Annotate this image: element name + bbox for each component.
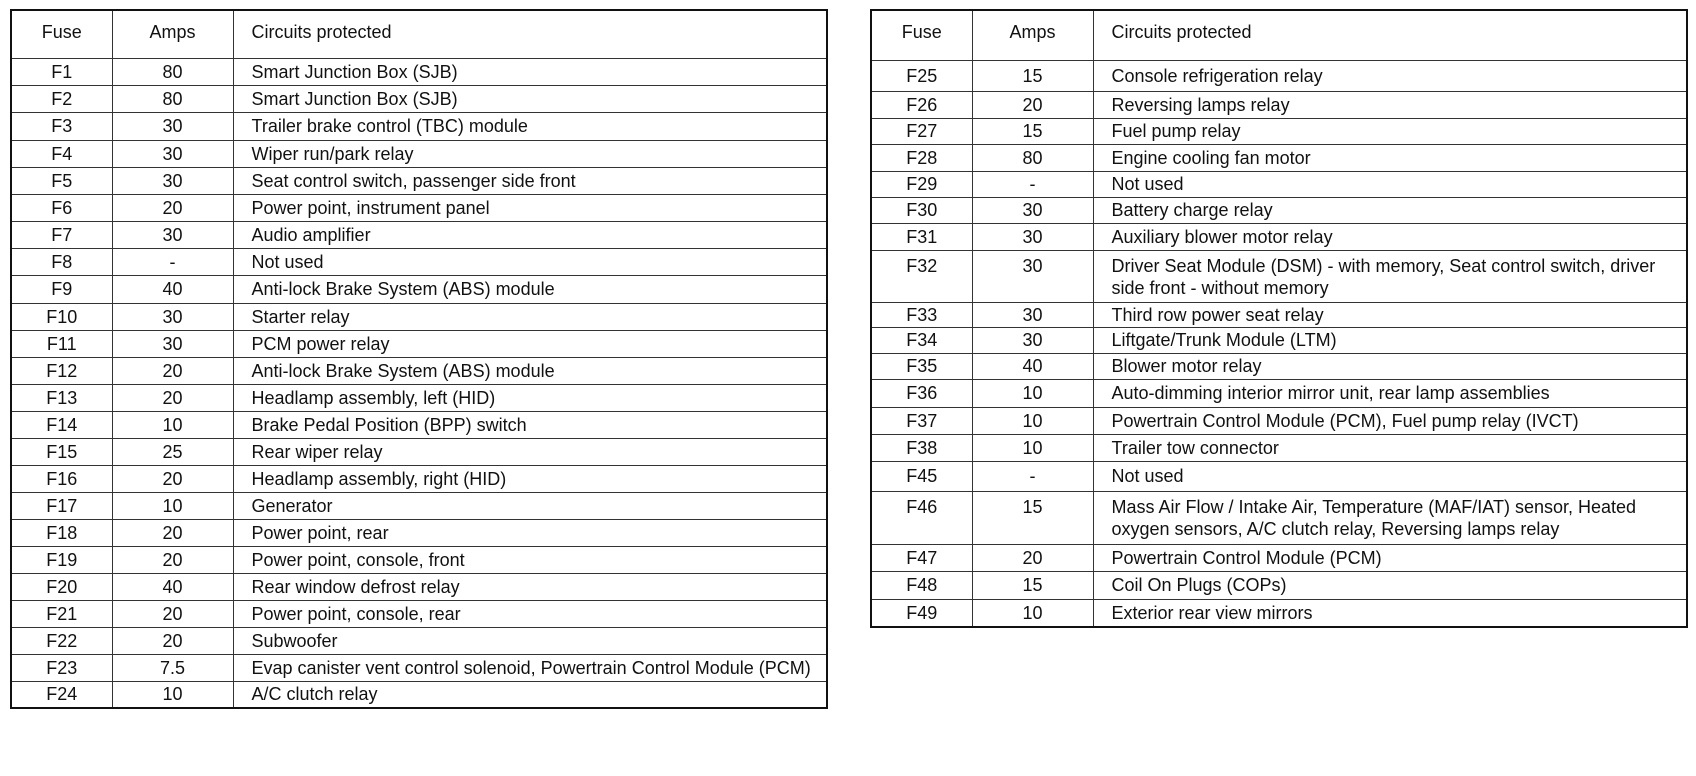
fuse-number: F15 xyxy=(11,438,112,465)
header-row xyxy=(871,10,1687,60)
fuse-number: F22 xyxy=(11,627,112,654)
fuse-number: F21 xyxy=(11,600,112,627)
circuit-description: Wiper run/park relay xyxy=(233,140,827,167)
amperage: 30 xyxy=(112,167,233,194)
table-row xyxy=(871,197,1687,223)
amperage: 40 xyxy=(112,275,233,303)
circuit-description: Seat control switch, passenger side front xyxy=(233,167,827,194)
amperage: - xyxy=(112,248,233,275)
table-row xyxy=(11,248,827,275)
table-row xyxy=(11,167,827,194)
circuit-description: Subwoofer xyxy=(233,627,827,654)
table-row xyxy=(11,465,827,492)
amperage: 10 xyxy=(112,492,233,519)
circuit-description: Coil On Plugs (COPs) xyxy=(1093,571,1687,599)
table-row xyxy=(11,194,827,221)
table-row xyxy=(871,491,1687,544)
fuse-number: F24 xyxy=(11,681,112,708)
table-row xyxy=(871,91,1687,118)
table-row xyxy=(11,438,827,465)
circuit-description: Brake Pedal Position (BPP) switch xyxy=(233,411,827,438)
circuits-column-header: Circuits protected xyxy=(1093,10,1687,60)
table-row xyxy=(11,492,827,519)
circuit-description: Headlamp assembly, left (HID) xyxy=(233,384,827,411)
table-row xyxy=(871,60,1687,91)
table-row xyxy=(871,302,1687,327)
table-row xyxy=(871,250,1687,302)
fuse-table-left xyxy=(10,9,828,709)
circuit-description: Fuel pump relay xyxy=(1093,118,1687,144)
amperage: 20 xyxy=(112,465,233,492)
fuse-number: F31 xyxy=(871,223,972,250)
fuse-number: F6 xyxy=(11,194,112,221)
fuse-number: F2 xyxy=(11,85,112,112)
circuit-description: Rear window defrost relay xyxy=(233,573,827,600)
fuse-number: F46 xyxy=(871,491,972,544)
circuits-column-header: Circuits protected xyxy=(233,10,827,58)
circuit-description: Console refrigeration relay xyxy=(1093,60,1687,91)
amperage: 10 xyxy=(972,407,1093,434)
table-row xyxy=(11,357,827,384)
amperage: 20 xyxy=(112,600,233,627)
fuse-column-header: Fuse xyxy=(11,10,112,58)
amperage: 20 xyxy=(972,91,1093,118)
table-row xyxy=(11,85,827,112)
fuse-number: F1 xyxy=(11,58,112,85)
amperage: 40 xyxy=(112,573,233,600)
fuse-number: F32 xyxy=(871,250,972,302)
amperage: 80 xyxy=(112,85,233,112)
amperage: 10 xyxy=(972,434,1093,461)
circuit-description: Third row power seat relay xyxy=(1093,302,1687,327)
circuit-description: Not used xyxy=(1093,461,1687,491)
circuit-description: Not used xyxy=(1093,171,1687,197)
fuse-number: F25 xyxy=(871,60,972,91)
fuse-number: F5 xyxy=(11,167,112,194)
circuit-description: Evap canister vent control solenoid, Powertrain Control Module (PCM) xyxy=(233,654,827,681)
amperage: 30 xyxy=(972,197,1093,223)
circuit-description: Auxiliary blower motor relay xyxy=(1093,223,1687,250)
amperage: 30 xyxy=(972,302,1093,327)
fuse-number: F36 xyxy=(871,379,972,407)
amperage: 15 xyxy=(972,118,1093,144)
table-row xyxy=(871,407,1687,434)
table-row xyxy=(11,681,827,708)
circuit-description: Liftgate/Trunk Module (LTM) xyxy=(1093,327,1687,353)
fuse-number: F9 xyxy=(11,275,112,303)
fuse-number: F27 xyxy=(871,118,972,144)
fuse-number: F16 xyxy=(11,465,112,492)
circuit-description: Battery charge relay xyxy=(1093,197,1687,223)
table-row xyxy=(871,599,1687,627)
circuit-description: Power point, console, front xyxy=(233,546,827,573)
circuit-description: Anti-lock Brake System (ABS) module xyxy=(233,275,827,303)
table-row xyxy=(11,303,827,330)
amperage: 20 xyxy=(112,546,233,573)
table-row xyxy=(871,544,1687,571)
table-row xyxy=(871,353,1687,379)
table-row xyxy=(11,519,827,546)
fuse-column-header: Fuse xyxy=(871,10,972,60)
fuse-table-right xyxy=(870,9,1688,628)
table-row xyxy=(11,573,827,600)
amperage: 30 xyxy=(112,303,233,330)
table-row xyxy=(871,461,1687,491)
table-row xyxy=(11,600,827,627)
amperage: 20 xyxy=(112,194,233,221)
table-row xyxy=(11,627,827,654)
table-row xyxy=(11,275,827,303)
fuse-number: F14 xyxy=(11,411,112,438)
circuit-description: Trailer tow connector xyxy=(1093,434,1687,461)
fuse-number: F48 xyxy=(871,571,972,599)
fuse-number: F10 xyxy=(11,303,112,330)
table-row xyxy=(871,118,1687,144)
fuse-number: F3 xyxy=(11,112,112,140)
table-row xyxy=(871,434,1687,461)
table-row xyxy=(871,144,1687,171)
circuit-description: Exterior rear view mirrors xyxy=(1093,599,1687,627)
amperage: 15 xyxy=(972,491,1093,544)
table-row xyxy=(871,223,1687,250)
amperage: 20 xyxy=(112,384,233,411)
fuse-number: F12 xyxy=(11,357,112,384)
circuit-description: Trailer brake control (TBC) module xyxy=(233,112,827,140)
amperage: 30 xyxy=(112,221,233,248)
circuit-description: PCM power relay xyxy=(233,330,827,357)
circuit-description: A/C clutch relay xyxy=(233,681,827,708)
fuse-number: F38 xyxy=(871,434,972,461)
amperage: 40 xyxy=(972,353,1093,379)
table-row xyxy=(871,571,1687,599)
circuit-description: Headlamp assembly, right (HID) xyxy=(233,465,827,492)
fuse-number: F35 xyxy=(871,353,972,379)
fuse-number: F19 xyxy=(11,546,112,573)
table-row xyxy=(11,384,827,411)
fuse-number: F17 xyxy=(11,492,112,519)
fuse-number: F45 xyxy=(871,461,972,491)
amperage: 80 xyxy=(112,58,233,85)
fuse-number: F34 xyxy=(871,327,972,353)
header-row xyxy=(11,10,827,58)
fuse-number: F4 xyxy=(11,140,112,167)
circuit-description: Power point, instrument panel xyxy=(233,194,827,221)
table-row xyxy=(11,411,827,438)
amperage: 20 xyxy=(112,519,233,546)
table-row xyxy=(11,654,827,681)
fuse-number: F13 xyxy=(11,384,112,411)
circuit-description: Powertrain Control Module (PCM) xyxy=(1093,544,1687,571)
circuit-description: Driver Seat Module (DSM) - with memory, Seat control switch, driver side front - without memory xyxy=(1093,250,1687,302)
fuse-number: F30 xyxy=(871,197,972,223)
circuit-description: Reversing lamps relay xyxy=(1093,91,1687,118)
circuit-description: Mass Air Flow / Intake Air, Temperature (MAF/IAT) sensor, Heated oxygen sensors, A/C clutch relay, Reversing lamps relay xyxy=(1093,491,1687,544)
circuit-description: Starter relay xyxy=(233,303,827,330)
table-row xyxy=(11,140,827,167)
fuse-number: F33 xyxy=(871,302,972,327)
amperage: 20 xyxy=(112,357,233,384)
amperage: 10 xyxy=(112,411,233,438)
fuse-number: F8 xyxy=(11,248,112,275)
amperage: 20 xyxy=(112,627,233,654)
amperage: - xyxy=(972,171,1093,197)
amperage: 30 xyxy=(972,250,1093,302)
table-row xyxy=(871,171,1687,197)
amps-column-header: Amps xyxy=(112,10,233,58)
table-row xyxy=(11,330,827,357)
fuse-number: F18 xyxy=(11,519,112,546)
circuit-description: Engine cooling fan motor xyxy=(1093,144,1687,171)
circuit-description: Smart Junction Box (SJB) xyxy=(233,58,827,85)
circuit-description: Smart Junction Box (SJB) xyxy=(233,85,827,112)
circuit-description: Generator xyxy=(233,492,827,519)
fuse-number: F37 xyxy=(871,407,972,434)
fuse-number: F29 xyxy=(871,171,972,197)
circuit-description: Power point, console, rear xyxy=(233,600,827,627)
fuse-number: F47 xyxy=(871,544,972,571)
circuit-description: Auto-dimming interior mirror unit, rear lamp assemblies xyxy=(1093,379,1687,407)
fuse-number: F23 xyxy=(11,654,112,681)
amperage: 7.5 xyxy=(112,654,233,681)
amperage: 20 xyxy=(972,544,1093,571)
table-row xyxy=(11,221,827,248)
amperage: 25 xyxy=(112,438,233,465)
amperage: 10 xyxy=(972,379,1093,407)
amperage: - xyxy=(972,461,1093,491)
amperage: 30 xyxy=(972,327,1093,353)
amperage: 30 xyxy=(112,112,233,140)
circuit-description: Audio amplifier xyxy=(233,221,827,248)
fuse-number: F20 xyxy=(11,573,112,600)
fuse-number: F28 xyxy=(871,144,972,171)
amperage: 15 xyxy=(972,571,1093,599)
circuit-description: Rear wiper relay xyxy=(233,438,827,465)
circuit-description: Blower motor relay xyxy=(1093,353,1687,379)
amperage: 30 xyxy=(972,223,1093,250)
fuse-number: F11 xyxy=(11,330,112,357)
circuit-description: Powertrain Control Module (PCM), Fuel pump relay (IVCT) xyxy=(1093,407,1687,434)
circuit-description: Anti-lock Brake System (ABS) module xyxy=(233,357,827,384)
amperage: 10 xyxy=(972,599,1093,627)
amperage: 30 xyxy=(112,140,233,167)
amperage: 10 xyxy=(112,681,233,708)
table-row xyxy=(11,112,827,140)
amps-column-header: Amps xyxy=(972,10,1093,60)
fuse-number: F7 xyxy=(11,221,112,248)
table-row xyxy=(871,379,1687,407)
amperage: 15 xyxy=(972,60,1093,91)
table-row xyxy=(11,58,827,85)
fuse-number: F49 xyxy=(871,599,972,627)
table-row xyxy=(11,546,827,573)
amperage: 80 xyxy=(972,144,1093,171)
circuit-description: Power point, rear xyxy=(233,519,827,546)
table-row xyxy=(871,327,1687,353)
circuit-description: Not used xyxy=(233,248,827,275)
amperage: 30 xyxy=(112,330,233,357)
fuse-number: F26 xyxy=(871,91,972,118)
